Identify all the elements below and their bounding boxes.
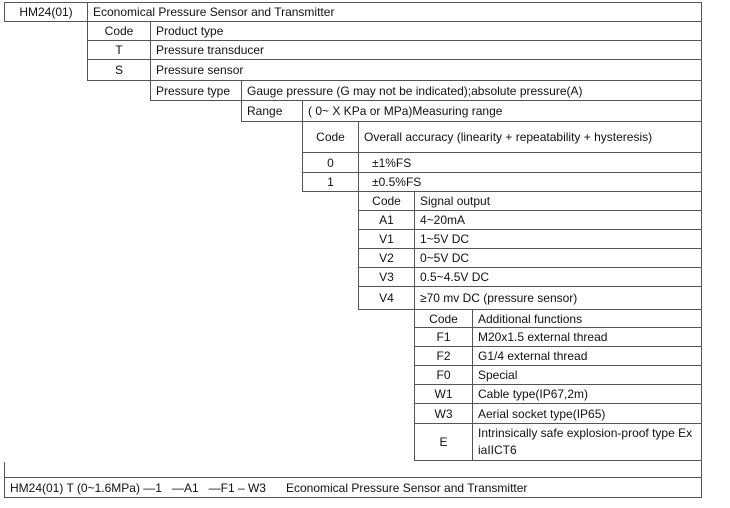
additional-desc-f0: Special	[472, 365, 702, 385]
accuracy-code-header: Code	[302, 121, 359, 153]
additional-desc-f1: M20x1.5 external thread	[472, 327, 702, 347]
model-code: HM24(01)	[19, 5, 73, 19]
accuracy-code-1: 1	[302, 172, 359, 192]
additional-desc-w3: Aerial socket type(IP65)	[472, 403, 702, 424]
product-desc-s: Pressure sensor	[150, 59, 702, 81]
example-cell	[4, 477, 702, 498]
example-text: HM24(01) T (0~1.6MPa) —1 —A1 —F1 – W3 Economical Pressure Sensor and Transmitter	[10, 480, 528, 495]
model-cell	[4, 2, 88, 22]
additional-code-f0: F0	[414, 365, 473, 385]
signal-code-v2: V2	[358, 248, 415, 268]
additional-header: Additional functions	[472, 309, 702, 328]
additional-code-w1: W1	[414, 384, 473, 404]
accuracy-code-0: 0	[302, 152, 359, 173]
signal-code-v4: V4	[358, 286, 415, 310]
accuracy-header: Overall accuracy (linearity + repeatability + hysteresis)	[358, 121, 702, 153]
additional-desc-w1: Cable type(IP67,2m)	[472, 384, 702, 404]
additional-code-f1: F1	[414, 327, 473, 347]
accuracy-desc-0: ±1%FS	[358, 152, 702, 173]
accuracy-desc-1: ±0.5%FS	[358, 172, 702, 192]
additional-code-f2: F2	[414, 346, 473, 366]
left-border-line	[4, 462, 5, 478]
signal-desc-v2: 0~5V DC	[414, 248, 702, 268]
product-desc-t: Pressure transducer	[150, 40, 702, 60]
range-desc: ( 0~ X KPa or MPa)Measuring range	[302, 100, 702, 122]
pressure-type-desc: Gauge pressure (G may not be indicated);absolute pressure(A)	[241, 80, 702, 101]
additional-code-header: Code	[414, 309, 473, 328]
additional-code-w3: W3	[414, 403, 473, 424]
signal-header: Signal output	[414, 191, 702, 211]
signal-code-header: Code	[358, 191, 415, 211]
right-border-line	[701, 460, 702, 478]
additional-desc-f2: G1/4 external thread	[472, 346, 702, 366]
title-cell	[87, 2, 702, 22]
additional-code-e: E	[414, 423, 473, 461]
product-code-header: Code	[87, 21, 151, 41]
signal-code-v1: V1	[358, 229, 415, 249]
signal-desc-v3: 0.5~4.5V DC	[414, 267, 702, 287]
signal-desc-v1: 1~5V DC	[414, 229, 702, 249]
signal-desc-v4: ≥70 mv DC (pressure sensor)	[414, 286, 702, 310]
range-label: Range	[241, 100, 303, 122]
product-type-header: Product type	[150, 21, 702, 41]
signal-desc-a1: 4~20mA	[414, 210, 702, 230]
product-code-t: T	[87, 40, 151, 60]
page-title: Economical Pressure Sensor and Transmitter	[93, 5, 335, 19]
pressure-type-label: Pressure type	[150, 80, 242, 101]
signal-code-a1: A1	[358, 210, 415, 230]
product-code-s: S	[87, 59, 151, 81]
signal-code-v3: V3	[358, 267, 415, 287]
additional-desc-e: Intrinsically safe explosion-proof type Ex iaIICT6	[472, 423, 702, 461]
